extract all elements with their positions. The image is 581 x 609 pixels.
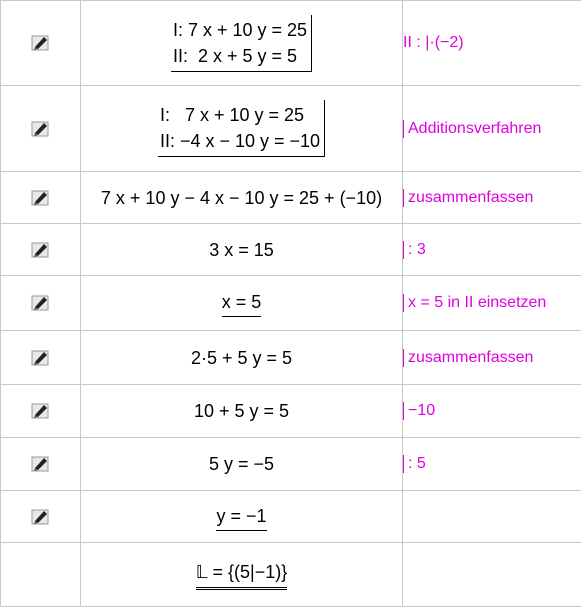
note-cell [403, 224, 581, 276]
pencil-note-icon [30, 293, 52, 313]
step-note: Additionsverfahren [403, 120, 541, 138]
step-row [1, 1, 581, 86]
equation-line: I: 7 x + 10 y = 25 [159, 105, 305, 125]
icon-cell [1, 385, 81, 438]
pencil-note-icon [30, 33, 52, 53]
equation-cell [81, 276, 403, 331]
step-note: : 5 [403, 455, 426, 473]
equation-line: x = 5 [222, 289, 262, 317]
step-note: zusammenfassen [403, 189, 533, 207]
icon-cell [1, 1, 81, 86]
step-row [1, 543, 581, 607]
step-row [1, 491, 581, 543]
pencil-note-icon [30, 507, 52, 527]
icon-cell [1, 86, 81, 172]
icon-cell [1, 331, 81, 385]
pencil-note-icon [30, 454, 52, 474]
icon-cell [1, 172, 81, 224]
equation-line: I: 7 x + 10 y = 25 [172, 19, 308, 40]
icon-cell [1, 543, 81, 607]
note-cell [403, 438, 581, 491]
step-row [1, 331, 581, 385]
pencil-note-icon [30, 188, 52, 208]
equation-cell [81, 491, 403, 543]
equation-system [171, 15, 312, 72]
equation-line: II: 2 x + 5 y = 5 [172, 45, 298, 66]
icon-cell [1, 491, 81, 543]
equation-line: y = −1 [216, 503, 266, 531]
note-cell [403, 491, 581, 543]
step-row [1, 276, 581, 331]
equation-line: 7 x + 10 y − 4 x − 10 y = 25 + (−10) [100, 187, 383, 208]
equation-cell [81, 385, 403, 438]
note-cell [403, 543, 581, 607]
equation-cell [81, 438, 403, 491]
equation-line: 10 + 5 y = 5 [193, 401, 290, 421]
step-note: zusammenfassen [403, 349, 533, 367]
solution-set: 𝕃 = {(5|−1)} [196, 559, 288, 590]
step-row [1, 385, 581, 438]
pencil-note-icon [30, 401, 52, 421]
note-cell [403, 1, 581, 86]
note-cell [403, 385, 581, 438]
pencil-note-icon [30, 119, 52, 139]
equation-line: 3 x = 15 [209, 239, 274, 260]
pencil-note-icon [30, 348, 52, 368]
equation-system [158, 100, 325, 157]
equation-cell [81, 543, 403, 607]
step-row [1, 172, 581, 224]
equation-cell [81, 172, 403, 224]
equation-line: II: −4 x − 10 y = −10 [159, 131, 321, 151]
equation-cell [81, 331, 403, 385]
equation-line: 2·5 + 5 y = 5 [190, 347, 293, 368]
equation-cell [81, 86, 403, 172]
icon-cell [1, 438, 81, 491]
note-cell [403, 86, 581, 172]
step-row [1, 86, 581, 172]
pencil-note-icon [30, 240, 52, 260]
note-cell [403, 172, 581, 224]
icon-cell [1, 224, 81, 276]
equation-cell [81, 1, 403, 86]
equation-cell [81, 224, 403, 276]
equation-line: 5 y = −5 [208, 454, 275, 474]
step-note: : 3 [403, 241, 426, 259]
note-cell [403, 276, 581, 331]
step-note: −10 [403, 402, 435, 420]
icon-cell [1, 276, 81, 331]
step-note: II : |·(−2) [403, 34, 464, 51]
step-row [1, 224, 581, 276]
step-note: x = 5 in II einsetzen [403, 294, 546, 312]
step-row [1, 438, 581, 491]
note-cell [403, 331, 581, 385]
